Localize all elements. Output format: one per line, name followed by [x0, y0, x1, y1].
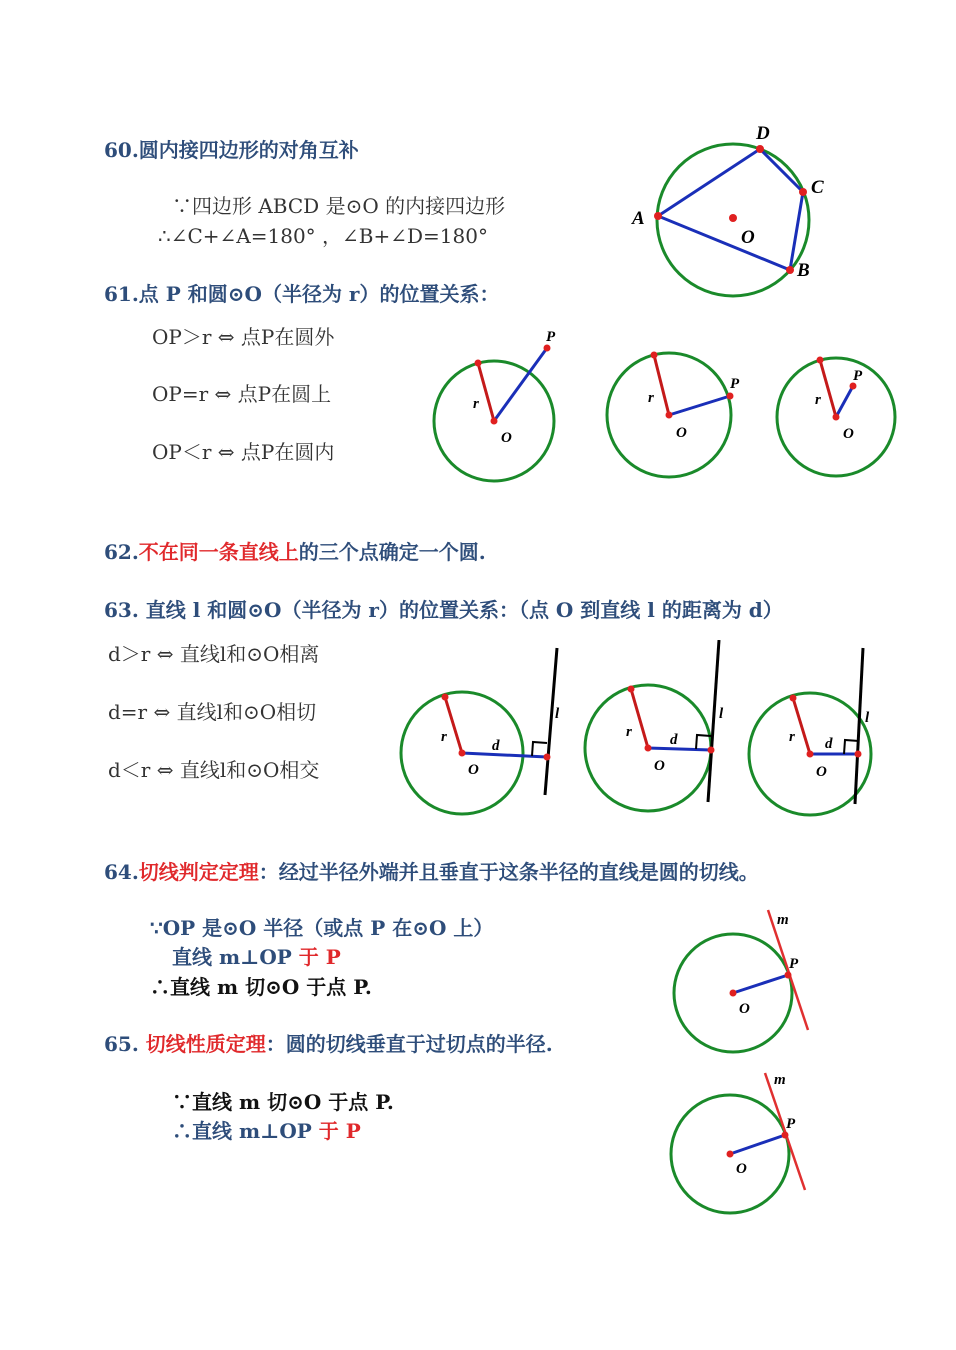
center-o: [833, 414, 840, 421]
label-r: r: [789, 729, 795, 745]
label-a: A: [632, 208, 645, 229]
label-p: P: [853, 368, 863, 384]
label-p: P: [789, 956, 799, 972]
s64-theorem-name: 切线判定定理: [138, 860, 259, 884]
segment-op: [730, 1135, 785, 1154]
center-o: [730, 990, 737, 997]
s62-rest: 的三个点确定一个圆.: [298, 540, 486, 564]
s62-num: 62.: [104, 540, 139, 564]
s62-highlight: 不在同一条直线上: [138, 540, 299, 564]
s64-num: 64.: [104, 860, 139, 884]
point-a: [654, 212, 662, 220]
s60-line2: ∴∠C+∠A=180° ，∠B+∠D=180°: [158, 224, 488, 248]
label-r: r: [441, 729, 447, 745]
foot-point: [708, 747, 715, 754]
center-o: [491, 418, 498, 425]
label-o: O: [676, 425, 687, 441]
distance-d: [462, 753, 547, 757]
s61-row-on: OP=r ⇔ 点P在圆上: [152, 382, 332, 406]
point-circle-figures: [425, 320, 905, 490]
label-p: P: [786, 1116, 796, 1132]
s65-given: ∵直线 m 切⊙O 于点 P.: [172, 1090, 394, 1114]
label-m: m: [774, 1072, 786, 1088]
label-o: O: [736, 1161, 747, 1177]
segment-op: [669, 396, 730, 415]
label-o: O: [816, 764, 827, 780]
s60-heading: 60.圆内接四边形的对角互补: [104, 138, 359, 162]
point-p: [785, 972, 792, 979]
label-p: P: [730, 376, 740, 392]
center-o: [807, 751, 814, 758]
label-c: C: [811, 177, 824, 198]
s65-num: 65.: [104, 1032, 146, 1056]
point-o: [729, 214, 737, 222]
label-r: r: [648, 390, 654, 406]
radius-end: [817, 357, 824, 364]
s65-conclusion-a: ∴直线 m⊥OP: [172, 1119, 319, 1143]
label-l: l: [719, 706, 724, 722]
label-r: r: [626, 724, 632, 740]
radius-end: [442, 694, 449, 701]
center-o: [727, 1151, 734, 1158]
s64-rest: ：经过半径外端并且垂直于这条半径的直线是圆的切线。: [258, 860, 759, 884]
s64-given-2a: 直线 m⊥OP: [172, 945, 299, 969]
radius: [793, 698, 810, 754]
s62-heading: [104, 542, 486, 562]
foot-point: [544, 754, 551, 761]
line-l: [708, 640, 719, 802]
s63-row-tangent: d=r ⇔ 直线l和⊙O相切: [108, 700, 317, 724]
s61-row-outside: OP＞r ⇔ 点P在圆外: [152, 325, 335, 349]
s63-heading: 63. 直线 l 和圆⊙O（半径为 r）的位置关系：（点 O 到直线 l 的距离为 d）: [104, 598, 783, 622]
s65-rest: ：圆的切线垂直于过切点的半径.: [265, 1032, 553, 1056]
s64-given-2: [172, 947, 341, 967]
s63-row-separate: d＞r ⇔ 直线l和⊙O相离: [108, 642, 320, 666]
center-o: [645, 745, 652, 752]
label-o: O: [739, 1001, 750, 1017]
line-circle-figures: [395, 640, 885, 820]
label-d: D: [756, 123, 770, 144]
label-o: O: [468, 762, 479, 778]
label-o: O: [741, 227, 755, 248]
radius-end: [651, 352, 658, 359]
label-l: l: [555, 706, 560, 722]
center-o: [459, 750, 466, 757]
radius-end: [790, 695, 797, 702]
label-o: O: [843, 426, 854, 442]
s64-given-1: ∵OP 是⊙O 半径（或点 P 在⊙O 上）: [150, 916, 494, 940]
label-o: O: [654, 758, 665, 774]
label-r: r: [473, 396, 479, 412]
radius: [631, 689, 648, 748]
label-m: m: [777, 912, 789, 928]
segment-op: [836, 386, 853, 417]
point-p: [544, 345, 551, 352]
s64-heading: [104, 862, 759, 882]
label-d: d: [492, 738, 500, 754]
s64-given-2b: 于 P: [298, 945, 341, 969]
segment-op: [494, 348, 547, 421]
s65-conclusion-b: 于 P: [318, 1119, 361, 1143]
s64-conclusion: ∴直线 m 切⊙O 于点 P.: [150, 975, 372, 999]
point-p: [727, 393, 734, 400]
radius: [820, 360, 836, 417]
radius: [654, 355, 669, 415]
point-d: [756, 145, 764, 153]
center-o: [666, 412, 673, 419]
label-d: d: [670, 732, 678, 748]
segment-op: [733, 975, 788, 993]
line-l: [855, 648, 863, 804]
label-l: l: [865, 710, 870, 726]
s65-theorem-name: 切线性质定理: [145, 1032, 266, 1056]
radius: [478, 363, 494, 421]
s65-conclusion: [172, 1121, 361, 1141]
tangent-property-figure: [665, 1065, 825, 1225]
s65-heading: [104, 1034, 553, 1054]
radius-end: [475, 360, 482, 367]
point-c: [799, 188, 807, 196]
label-b: B: [797, 260, 810, 281]
distance-d: [648, 748, 711, 750]
radius-end: [628, 686, 635, 693]
label-d: d: [825, 736, 833, 752]
s61-row-inside: OP＜r ⇔ 点P在圆内: [152, 440, 335, 464]
s61-heading: 61.点 P 和圆⊙O（半径为 r）的位置关系：: [104, 282, 500, 306]
point-b: [786, 266, 794, 274]
s60-line1: ∵四边形 ABCD 是⊙O 的内接四边形: [172, 194, 506, 218]
tangent-criterion-figure: [665, 905, 825, 1065]
label-p: P: [546, 329, 556, 345]
right-angle-mark: [532, 742, 547, 756]
radius: [445, 697, 462, 753]
s63-row-intersect: d＜r ⇔ 直线l和⊙O相交: [108, 758, 320, 782]
point-p: [782, 1132, 789, 1139]
foot-point: [855, 751, 862, 758]
cyclic-quadrilateral-figure: [620, 115, 840, 310]
label-r: r: [815, 392, 821, 408]
label-o: O: [501, 430, 512, 446]
